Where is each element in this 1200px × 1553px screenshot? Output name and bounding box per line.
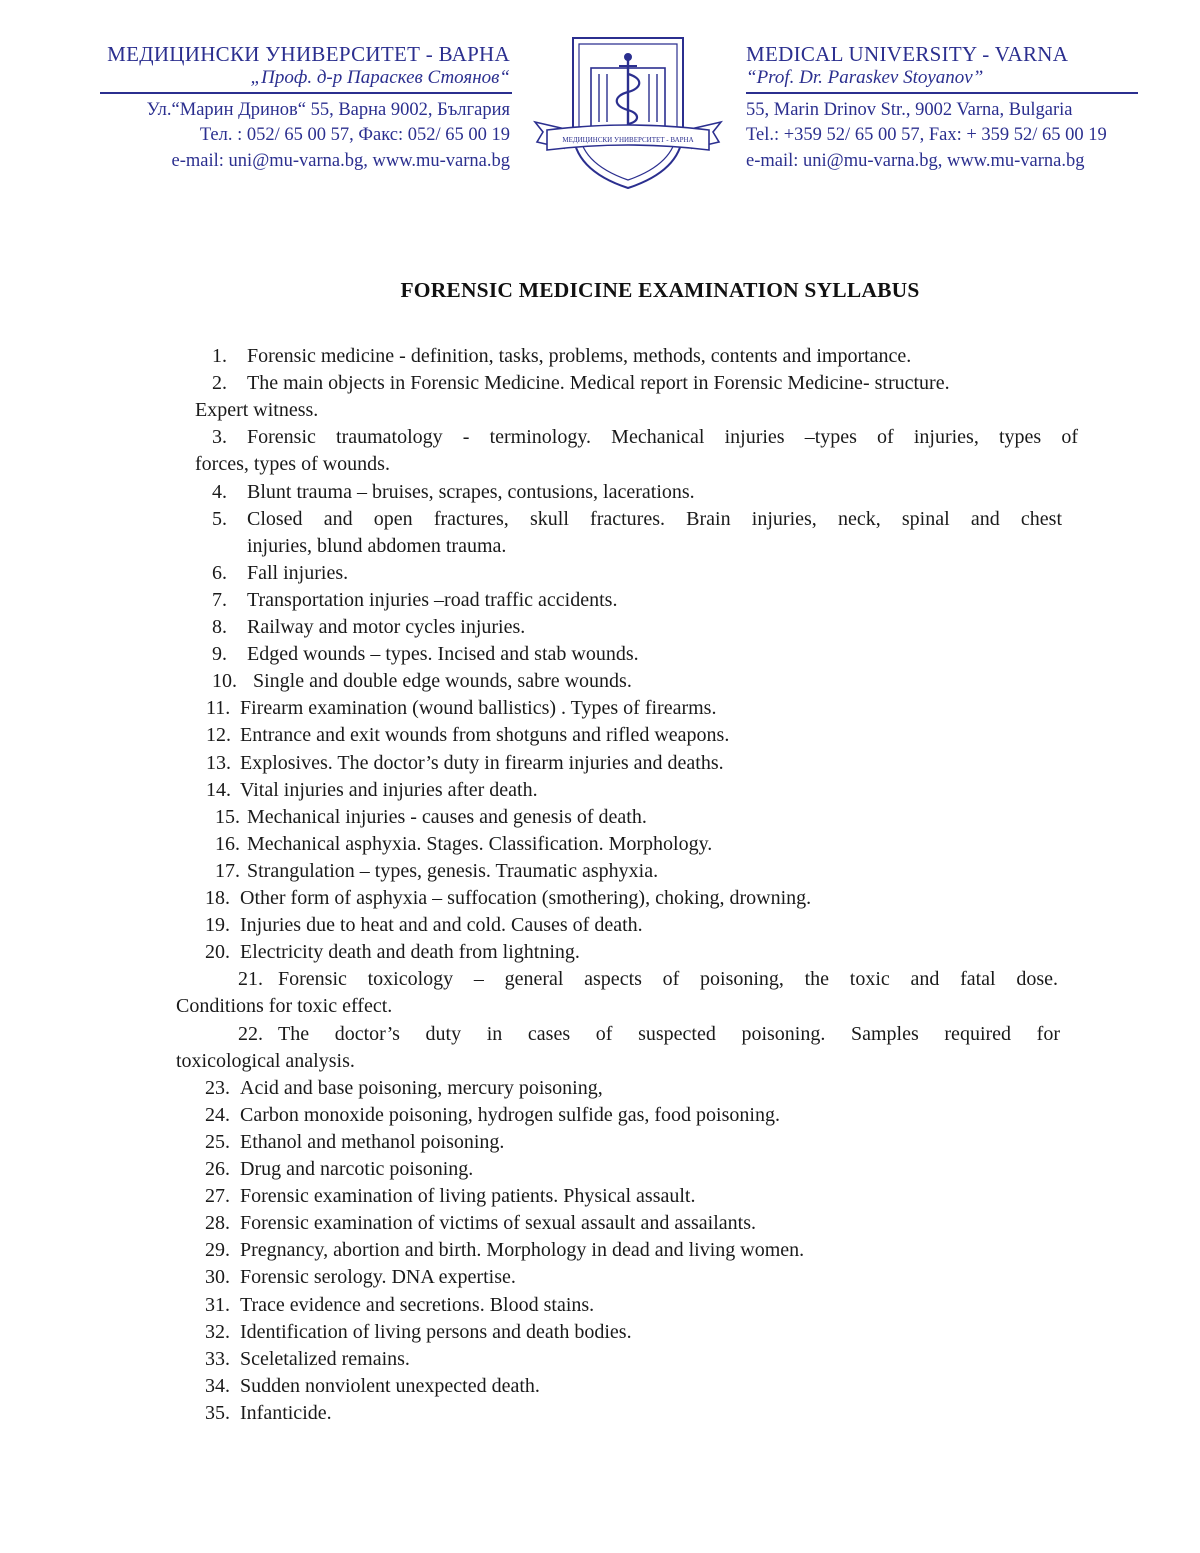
item-text: Edged wounds – types. Incised and stab wounds. — [247, 643, 639, 665]
item-number: 32. — [205, 1321, 230, 1343]
university-honorific-en: “Prof. Dr. Paraskev Stoyanov” — [746, 67, 984, 88]
item-text: Electricity death and death from lightning. — [240, 941, 580, 963]
header-rule-right — [746, 92, 1138, 94]
syllabus-item — [205, 1237, 804, 1264]
item-number: 18. — [205, 887, 230, 909]
item-number: 26. — [205, 1158, 230, 1180]
item-text: Drug and narcotic poisoning. — [240, 1158, 474, 1180]
university-name-bg: МЕДИЦИНСКИ УНИВЕРСИТЕТ - ВАРНА — [107, 42, 510, 66]
syllabus-item — [206, 722, 729, 749]
contact-en: e-mail: uni@mu-varna.bg, www.mu-varna.bg — [746, 151, 1085, 171]
item-text: Railway and motor cycles injuries. — [247, 616, 526, 638]
item-text: Closed and open fractures, skull fractures. Brain injuries, neck, spinal and chest — [247, 508, 1062, 530]
item-text: Sudden nonviolent unexpected death. — [240, 1375, 540, 1397]
item-text: Explosives. The doctor’s duty in firearm injuries and deaths. — [240, 752, 724, 774]
university-honorific-bg: „Проф. д-р Параскев Стоянов“ — [250, 67, 510, 88]
syllabus-item — [212, 370, 950, 397]
item-text: Forensic examination of victims of sexual assault and assailants. — [240, 1212, 756, 1234]
item-number: 5. — [212, 508, 227, 530]
item-text: Forensic toxicology – general aspects of poisoning, the toxic and fatal dose. — [278, 968, 1058, 990]
item-number: 17. — [215, 860, 240, 882]
syllabus-item — [212, 614, 525, 641]
item-text: Mechanical injuries - causes and genesis of death. — [247, 806, 647, 828]
syllabus-item — [205, 1346, 410, 1373]
syllabus-item — [205, 912, 643, 939]
syllabus-item — [205, 1102, 780, 1129]
item-number: 28. — [205, 1212, 230, 1234]
item-text: Pregnancy, abortion and birth. Morphology in dead and living women. — [240, 1239, 805, 1261]
syllabus-item — [212, 668, 632, 695]
item-number: 19. — [205, 914, 230, 936]
item-number: 3. — [212, 426, 227, 448]
item-number: 1. — [212, 345, 227, 367]
item-number: 22. — [238, 1023, 263, 1045]
syllabus-item — [205, 1210, 756, 1237]
item-number: 14. — [206, 779, 231, 801]
item-number: 24. — [205, 1104, 230, 1126]
item-number: 9. — [212, 643, 227, 665]
item-number: 31. — [205, 1294, 230, 1316]
item-text: Single and double edge wounds, sabre wounds. — [253, 670, 632, 692]
syllabus-item — [206, 777, 538, 804]
item-number: 13. — [206, 752, 231, 774]
item-text: Strangulation – types, genesis. Traumatic asphyxia. — [247, 860, 659, 882]
item-text: Fall injuries. — [247, 562, 349, 584]
syllabus-item — [205, 1183, 695, 1210]
item-number: 7. — [212, 589, 227, 611]
item-number: 6. — [212, 562, 227, 584]
item-text: Trace evidence and secretions. Blood stains. — [240, 1294, 595, 1316]
item-text: Entrance and exit wounds from shotguns and rifled weapons. — [240, 724, 730, 746]
item-number: 34. — [205, 1375, 230, 1397]
item-number: 2. — [212, 372, 227, 394]
item-number: 25. — [205, 1131, 230, 1153]
item-text: Forensic examination of living patients. Physical assault. — [240, 1185, 696, 1207]
syllabus-item — [212, 587, 617, 614]
item-text: Other form of asphyxia – suffocation (smothering), choking, drowning. — [240, 887, 812, 909]
item-number: 21. — [238, 968, 263, 990]
syllabus-item — [205, 1319, 632, 1346]
header-rule-left — [100, 92, 512, 94]
item-text: Acid and base poisoning, mercury poisoning, — [240, 1077, 603, 1099]
syllabus-item — [212, 506, 1062, 533]
item-continuation: Expert witness. — [195, 399, 319, 421]
syllabus-item — [205, 1400, 332, 1427]
syllabus-item — [238, 966, 1058, 993]
item-text: The main objects in Forensic Medicine. Medical report in Forensic Medicine- structure. — [247, 372, 950, 394]
syllabus-item — [212, 343, 911, 370]
item-text: The doctor’s duty in cases of suspected poisoning. Samples required for — [278, 1023, 1060, 1045]
item-text: Forensic traumatology - terminology. Mechanical injuries –types of injuries, types of — [247, 426, 1078, 448]
item-number: 30. — [205, 1266, 230, 1288]
item-number: 29. — [205, 1239, 230, 1261]
item-number: 10. — [212, 670, 237, 692]
address-en: 55, Marin Drinov Str., 9002 Varna, Bulgaria — [746, 100, 1073, 120]
item-text: Sceletalized remains. — [240, 1348, 410, 1370]
item-text: Ethanol and methanol poisoning. — [240, 1131, 505, 1153]
syllabus-item — [215, 831, 712, 858]
item-text: Identification of living persons and death bodies. — [240, 1321, 632, 1343]
syllabus-item — [212, 560, 348, 587]
syllabus-item — [205, 1292, 594, 1319]
syllabus-item — [212, 479, 695, 506]
item-number: 35. — [205, 1402, 230, 1424]
item-number: 4. — [212, 481, 227, 503]
item-text: Firearm examination (wound ballistics) . Types of firearms. — [240, 697, 717, 719]
item-continuation: forces, types of wounds. — [195, 453, 390, 475]
address-bg: Ул.“Марин Дринов“ 55, Варна 9002, България — [146, 100, 510, 120]
item-continuation: injuries, blund abdomen trauma. — [247, 535, 507, 557]
item-text: Forensic medicine - definition, tasks, problems, methods, contents and importance. — [247, 345, 912, 367]
university-name-en: MEDICAL UNIVERSITY - VARNA — [746, 42, 1069, 66]
university-logo — [533, 30, 723, 192]
syllabus-item — [205, 885, 811, 912]
phone-bg: Тел. : 052/ 65 00 57, Факс: 052/ 65 00 19 — [199, 125, 510, 145]
contact-bg: e-mail: uni@mu-varna.bg, www.mu-varna.bg — [171, 151, 510, 171]
syllabus-item — [212, 641, 639, 668]
syllabus-item — [238, 1021, 1060, 1048]
item-number: 23. — [205, 1077, 230, 1099]
syllabus-item — [206, 695, 716, 722]
item-continuation: toxicological analysis. — [176, 1050, 355, 1072]
syllabus-item — [206, 750, 724, 777]
item-number: 33. — [205, 1348, 230, 1370]
item-text: Mechanical asphyxia. Stages. Classification. Morphology. — [247, 833, 713, 855]
phone-en: Tel.: +359 52/ 65 00 57, Fax: + 359 52/ 65 00 19 — [746, 125, 1107, 145]
syllabus-item — [215, 804, 647, 831]
item-number: 15. — [215, 806, 240, 828]
syllabus-item — [205, 939, 580, 966]
syllabus-item — [205, 1075, 603, 1102]
syllabus-item — [212, 424, 1078, 451]
item-text: Forensic serology. DNA expertise. — [240, 1266, 516, 1288]
item-number: 12. — [206, 724, 231, 746]
item-number: 11. — [206, 697, 231, 719]
item-number: 8. — [212, 616, 227, 638]
item-text: Vital injuries and injuries after death. — [240, 779, 538, 801]
item-text: Infanticide. — [240, 1402, 332, 1424]
page-title: FORENSIC MEDICINE EXAMINATION SYLLABUS — [400, 278, 920, 302]
item-text: Blunt trauma – bruises, scrapes, contusions, lacerations. — [247, 481, 695, 503]
syllabus-item — [215, 858, 658, 885]
item-text: Carbon monoxide poisoning, hydrogen sulfide gas, food poisoning. — [240, 1104, 780, 1126]
item-number: 27. — [205, 1185, 230, 1207]
syllabus-item — [205, 1373, 540, 1400]
syllabus-item — [205, 1264, 516, 1291]
item-text: Transportation injuries –road traffic accidents. — [247, 589, 618, 611]
syllabus-item — [205, 1129, 504, 1156]
item-number: 16. — [215, 833, 240, 855]
item-text: Injuries due to heat and and cold. Causes of death. — [240, 914, 643, 936]
syllabus-item — [205, 1156, 473, 1183]
logo-banner-text: МЕДИЦИНСКИ УНИВЕРСИТЕТ - ВАРНА — [562, 136, 694, 144]
item-continuation: Conditions for toxic effect. — [176, 995, 393, 1017]
item-number: 20. — [205, 941, 230, 963]
